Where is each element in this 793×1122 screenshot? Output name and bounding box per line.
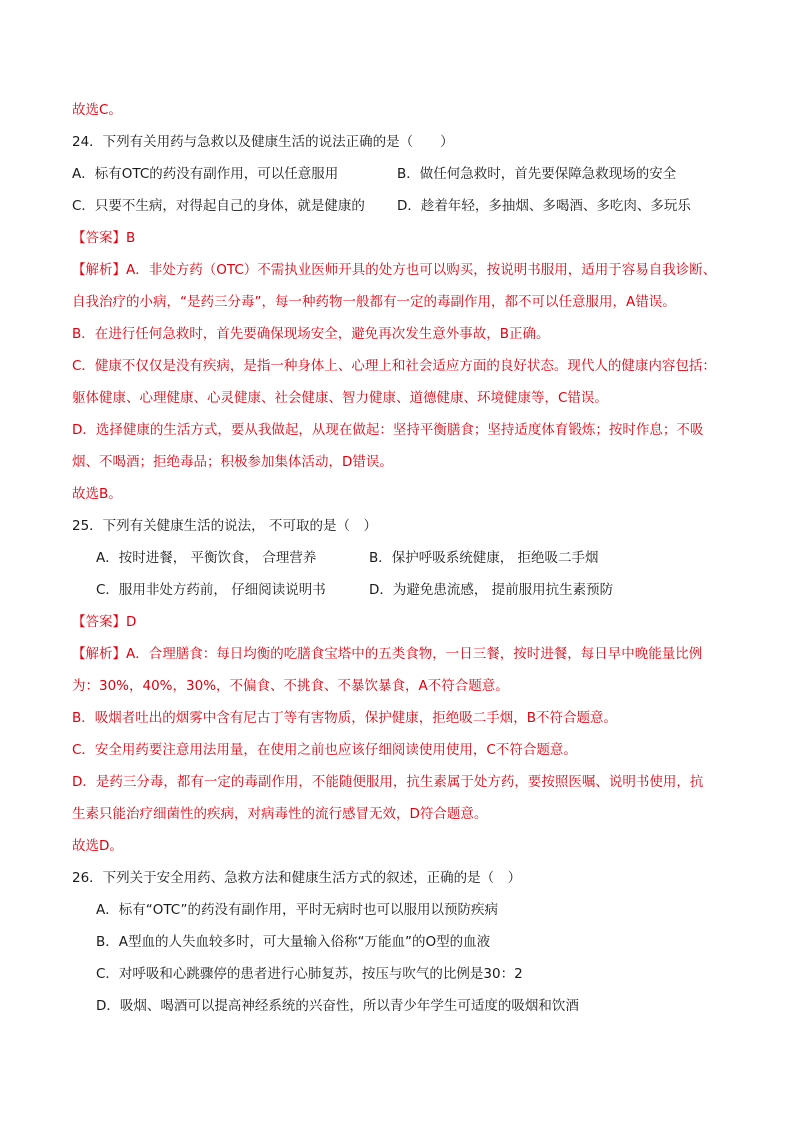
q24-stem: 24．下列有关用药与急救以及健康生活的说法正确的是（ ） xyxy=(72,134,454,150)
q25-analysis-label: 【解析】 xyxy=(72,646,126,662)
q25-conclusion: 故选D。 xyxy=(72,838,123,854)
q24-options-row2 xyxy=(72,196,732,216)
q24-analysis-line-3: B．在进行任何急救时，首先要确保现场安全，避免再次发生意外事故，B正确。 xyxy=(72,326,550,342)
q25-analysis-line-4: C．安全用药要注意用法用量，在使用之前也应该仔细阅读使用使用，C不符合题意。 xyxy=(72,742,577,758)
q25-option-a: A．按时进餐， 平衡饮食， 合理营养 xyxy=(96,550,317,566)
q24-analysis-line-7: 烟、不喝酒；拒绝毒品；积极参加集体活动，D错误。 xyxy=(72,454,393,470)
q25-answer-value: D xyxy=(126,614,137,630)
q24-answer-label: 【答案】 xyxy=(72,230,126,246)
q24-analysis-line-2: 自我治疗的小病，“是药三分毒”，每一种药物一般都有一定的毒副作用，都不可以任意服用，A错误。 xyxy=(72,294,676,310)
q23-conclusion: 故选C。 xyxy=(72,102,122,118)
q25-answer xyxy=(72,612,732,632)
q24-answer xyxy=(72,228,732,248)
q24-option-d: D．趁着年轻，多抽烟、多喝酒、多吃肉、多玩乐 xyxy=(397,198,691,214)
q25-options-row2 xyxy=(96,580,732,600)
q24-option-a: A．标有OTC的药没有副作用，可以任意服用 xyxy=(72,166,339,182)
q26-option-a: A．标有“OTC”的药没有副作用，平时无病时也可以服用以预防疾病 xyxy=(96,902,498,918)
q25-analysis-line-2: 为：30%，40%，30%，不偏食、不挑食、不暴饮暴食，A不符合题意。 xyxy=(72,678,509,694)
q25-options-row1 xyxy=(96,548,732,568)
q24-analysis-text: A．非处方药（OTC）不需执业医师开具的处方也可以购买，按说明书服用，适用于容易自我诊断、 xyxy=(126,262,717,278)
q24-conclusion: 故选B。 xyxy=(72,486,122,502)
q24-options-row1 xyxy=(72,164,732,184)
q26-option-b: B．A型血的人失血较多时，可大量输入俗称“万能血”的O型的血液 xyxy=(96,934,491,950)
q25-analysis-line-5: D．是药三分毒，都有一定的毒副作用，不能随便服用，抗生素属于处方药，要按照医嘱、说明书使用，抗 xyxy=(72,774,704,790)
q25-analysis-line-6: 生素只能治疗细菌性的疾病，对病毒性的流行感冒无效，D符合题意。 xyxy=(72,806,488,822)
q25-option-d: D．为避免患流感， 提前服用抗生素预防 xyxy=(369,582,614,598)
q24-analysis-line-5: 躯体健康、心理健康、心灵健康、社会健康、智力健康、道德健康、环境健康等，C错误。 xyxy=(72,390,608,406)
q26-option-d: D．吸烟、喝酒可以提高神经系统的兴奋性，所以青少年学生可适度的吸烟和饮酒 xyxy=(96,998,579,1014)
q24-answer-value: B xyxy=(126,230,136,246)
q25-option-c: C．服用非处方药前， 仔细阅读说明书 xyxy=(96,582,326,598)
q24-analysis-line-6: D．选择健康的生活方式，要从我做起，从现在做起：坚持平衡膳食；坚持适度体育锻炼；按时作息；不吸 xyxy=(72,422,704,438)
q24-analysis-label: 【解析】 xyxy=(72,262,126,278)
q24-analysis-line-1 xyxy=(72,260,732,280)
q25-analysis-text: A．合理膳食：每日均衡的吃膳食宝塔中的五类食物，一日三餐，按时进餐，每日早中晚能量比例 xyxy=(126,646,703,662)
q25-analysis-line-3: B．吸烟者吐出的烟雾中含有尼古丁等有害物质，保护健康，拒绝吸二手烟，B不符合题意。 xyxy=(72,710,618,726)
q25-answer-label: 【答案】 xyxy=(72,614,126,630)
q25-analysis-line-1 xyxy=(72,644,732,664)
q26-stem: 26．下列关于安全用药、急救方法和健康生活方式的叙述，正确的是（ ） xyxy=(72,870,522,886)
q24-analysis-line-4: C．健康不仅仅是没有疾病，是指一种身体上、心理上和社会适应方面的良好状态。现代人的健康内容包括： xyxy=(72,358,716,374)
q24-option-b: B．做任何急救时，首先要保障急救现场的安全 xyxy=(397,166,677,182)
q25-stem: 25．下列有关健康生活的说法， 不可取的是（ ） xyxy=(72,518,377,534)
q26-option-c: C．对呼吸和心跳骤停的患者进行心肺复苏，按压与吹气的比例是30：2 xyxy=(96,966,523,982)
q25-option-b: B．保护呼吸系统健康， 拒绝吸二手烟 xyxy=(369,550,599,566)
q24-option-c: C．只要不生病，对得起自己的身体，就是健康的 xyxy=(72,198,365,214)
